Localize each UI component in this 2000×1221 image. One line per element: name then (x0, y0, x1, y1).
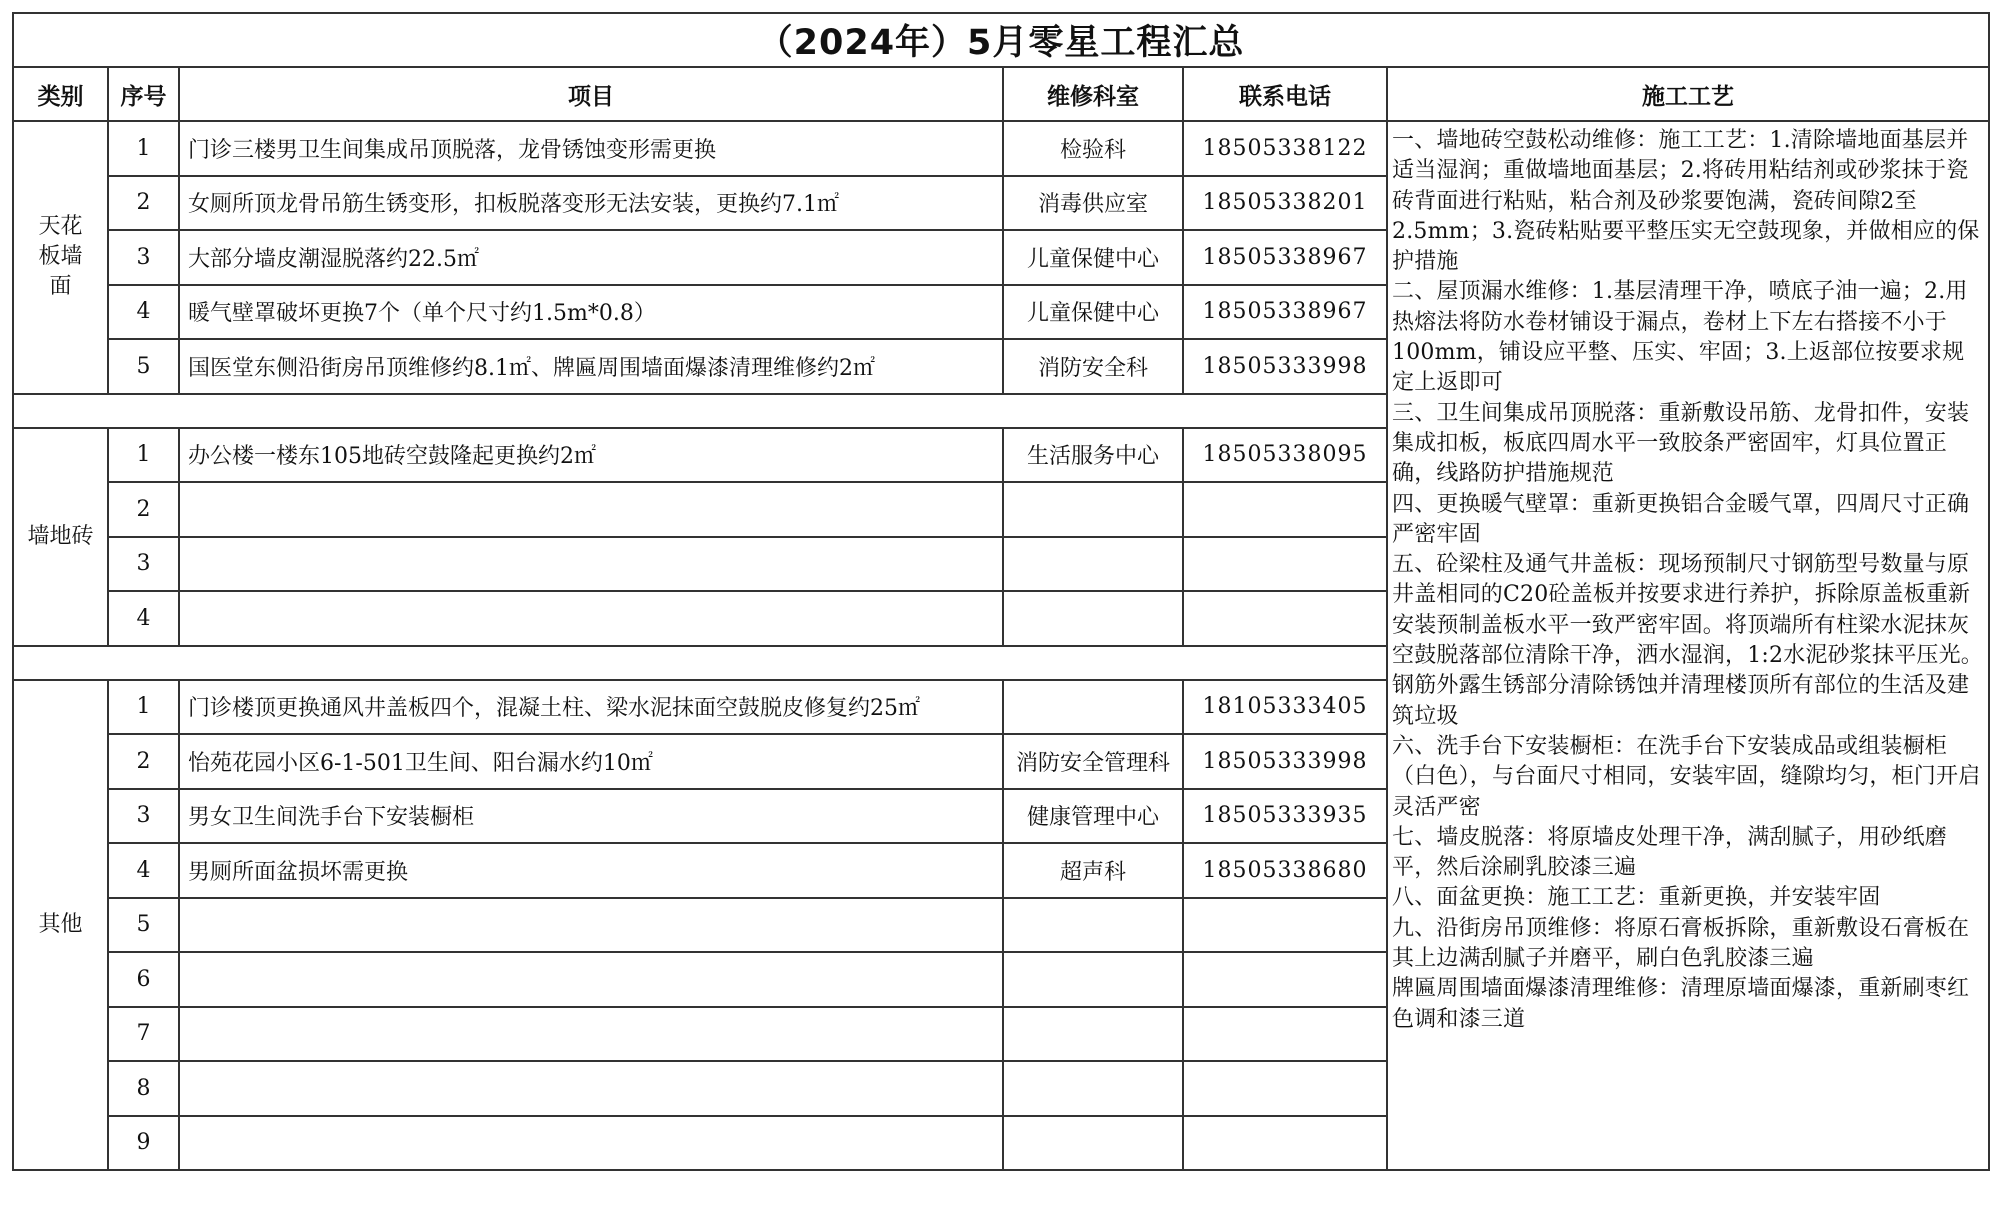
seq-cell: 5 (108, 898, 179, 953)
seq-cell: 6 (108, 952, 179, 1007)
process-paragraph: 九、沿街房吊顶维修：将原石膏板拆除，重新敷设石膏板在其上边满刮腻子并磨平，刷白色乳胶漆三遍 (1392, 915, 1970, 972)
phone-cell (1183, 1116, 1387, 1171)
item-cell: 男厕所面盆损坏需更换 (179, 843, 1003, 898)
sheet-title: （2024年）5月零星工程汇总 (13, 13, 1989, 67)
item-cell: 大部分墙皮潮湿脱落约22.5㎡ (179, 230, 1003, 285)
seq-cell: 3 (108, 789, 179, 844)
dept-cell (1003, 1061, 1183, 1116)
dept-cell: 儿童保健中心 (1003, 230, 1183, 285)
phone-cell: 18505338122 (1183, 121, 1387, 176)
item-cell: 女厕所顶龙骨吊筋生锈变形，扣板脱落变形无法安装，更换约7.1㎡ (179, 176, 1003, 231)
item-cell: 暖气壁罩破坏更换7个（单个尺寸约1.5m*0.8） (179, 285, 1003, 340)
seq-cell: 3 (108, 230, 179, 285)
header-dept: 维修科室 (1003, 67, 1183, 121)
dept-cell: 超声科 (1003, 843, 1183, 898)
dept-cell (1003, 952, 1183, 1007)
header-category: 类别 (13, 67, 108, 121)
seq-cell: 1 (108, 121, 179, 176)
seq-cell: 8 (108, 1061, 179, 1116)
phone-cell (1183, 482, 1387, 537)
dept-cell: 检验科 (1003, 121, 1183, 176)
seq-cell: 1 (108, 680, 179, 735)
item-cell (179, 952, 1003, 1007)
phone-cell (1183, 952, 1387, 1007)
phone-cell: 18505333935 (1183, 789, 1387, 844)
category-cell: 其他 (13, 680, 108, 1171)
process-paragraph: 三、卫生间集成吊顶脱落：重新敷设吊筋、龙骨扣件，安装集成扣板，板底四周水平一致胶条严密固牢，灯具位置正确，线路防护措施规范 (1392, 400, 1970, 487)
phone-cell: 18505338201 (1183, 176, 1387, 231)
phone-cell (1183, 1061, 1387, 1116)
phone-cell: 18505338095 (1183, 428, 1387, 483)
process-paragraph: 二、屋顶漏水维修：1.基层清理干净，喷底子油一遍；2.用热熔法将防水卷材铺设于漏点，卷材上下左右搭接不小于100mm，铺设应平整、压实、牢固；3.上返部位按要求规定上返即可 (1392, 279, 1968, 396)
item-cell (179, 1061, 1003, 1116)
seq-cell: 3 (108, 537, 179, 592)
item-cell (179, 1007, 1003, 1062)
header-seq: 序号 (108, 67, 179, 121)
process-paragraph: 六、洗手台下安装橱柜：在洗手台下安装成品或组装橱柜（白色），与台面尺寸相同，安装牢固，缝隙均匀，柜门开启灵活严密 (1392, 733, 1981, 820)
spacer-cell (13, 646, 1387, 680)
table-row (13, 121, 1989, 176)
process-cell (1387, 121, 1989, 1170)
dept-cell (1003, 591, 1183, 646)
phone-cell: 18505338680 (1183, 843, 1387, 898)
dept-cell (1003, 898, 1183, 953)
dept-cell (1003, 537, 1183, 592)
phone-cell: 18505338967 (1183, 285, 1387, 340)
item-cell: 男女卫生间洗手台下安装橱柜 (179, 789, 1003, 844)
seq-cell: 1 (108, 428, 179, 483)
dept-cell (1003, 1116, 1183, 1171)
dept-cell: 消防安全管理科 (1003, 734, 1183, 789)
process-paragraph: 四、更换暖气壁罩：重新更换铝合金暖气罩，四周尺寸正确严密牢固 (1392, 491, 1970, 547)
header-row (13, 67, 1989, 121)
seq-cell: 4 (108, 843, 179, 898)
dept-cell: 儿童保健中心 (1003, 285, 1183, 340)
header-item: 项目 (179, 67, 1003, 121)
process-paragraph: 八、面盆更换：施工工艺：重新更换，并安装牢固 (1392, 885, 1881, 911)
process-paragraph: 七、墙皮脱落：将原墙皮处理干净，满刮腻子，用砂纸磨平，然后涂刷乳胶漆三遍 (1392, 824, 1948, 881)
spacer-cell (13, 394, 1387, 428)
item-cell: 门诊楼顶更换通风井盖板四个，混凝土柱、梁水泥抹面空鼓脱皮修复约25㎡ (179, 680, 1003, 735)
dept-cell (1003, 680, 1183, 735)
summary-table (12, 12, 1990, 1171)
phone-cell: 18505338967 (1183, 230, 1387, 285)
item-cell: 怡苑花园小区6-1-501卫生间、阳台漏水约10㎡ (179, 734, 1003, 789)
phone-cell (1183, 591, 1387, 646)
category-cell: 墙地砖 (13, 428, 108, 646)
dept-cell: 健康管理中心 (1003, 789, 1183, 844)
item-cell: 门诊三楼男卫生间集成吊顶脱落，龙骨锈蚀变形需更换 (179, 121, 1003, 176)
process-paragraph: 一、墙地砖空鼓松动维修：施工工艺：1.清除墙地面基层并适当湿润；重做墙地面基层；2.将砖用粘结剂或砂浆抹于瓷砖背面进行粘贴，粘合剂及砂浆要饱满，瓷砖间隙2至2.5mm；3.瓷砖粘贴要平整压实无空鼓现象，并做相应的保护措施 (1392, 128, 1980, 275)
item-cell (179, 898, 1003, 953)
dept-cell (1003, 1007, 1183, 1062)
item-cell: 国医堂东侧沿街房吊顶维修约8.1㎡、牌匾周围墙面爆漆清理维修约2㎡ (179, 339, 1003, 394)
phone-cell: 18105333405 (1183, 680, 1387, 735)
dept-cell (1003, 482, 1183, 537)
seq-cell: 2 (108, 482, 179, 537)
seq-cell: 2 (108, 176, 179, 231)
dept-cell: 生活服务中心 (1003, 428, 1183, 483)
dept-cell: 消毒供应室 (1003, 176, 1183, 231)
phone-cell: 18505333998 (1183, 734, 1387, 789)
seq-cell: 7 (108, 1007, 179, 1062)
phone-cell: 18505333998 (1183, 339, 1387, 394)
seq-cell: 9 (108, 1116, 179, 1171)
process-paragraph: 五、砼梁柱及通气井盖板：现场预制尺寸钢筋型号数量与原井盖相同的C20砼盖板并按要求进行养护，拆除原盖板重新安装预制盖板水平一致严密牢固。将顶端所有柱梁水泥抹灰空鼓脱落部位清除干净，洒水湿润，1:2水泥砂浆抹平压光。钢筋外露生锈部分清除锈蚀并清理楼顶所有部位的生活及建筑垃圾 (1392, 552, 1984, 729)
phone-cell (1183, 898, 1387, 953)
category-cell: 天花板墙面 (13, 121, 108, 394)
item-cell (179, 482, 1003, 537)
header-process: 施工工艺 (1387, 67, 1989, 121)
process-paragraph: 牌匾周围墙面爆漆清理维修：清理原墙面爆漆，重新刷枣红色调和漆三道 (1392, 976, 1970, 1032)
item-cell: 办公楼一楼东105地砖空鼓隆起更换约2㎡ (179, 428, 1003, 483)
dept-cell: 消防安全科 (1003, 339, 1183, 394)
item-cell (179, 591, 1003, 646)
item-cell (179, 537, 1003, 592)
item-cell (179, 1116, 1003, 1171)
seq-cell: 5 (108, 339, 179, 394)
summary-sheet (12, 12, 1990, 1171)
seq-cell: 4 (108, 285, 179, 340)
phone-cell (1183, 537, 1387, 592)
seq-cell: 4 (108, 591, 179, 646)
seq-cell: 2 (108, 734, 179, 789)
phone-cell (1183, 1007, 1387, 1062)
header-phone: 联系电话 (1183, 67, 1387, 121)
